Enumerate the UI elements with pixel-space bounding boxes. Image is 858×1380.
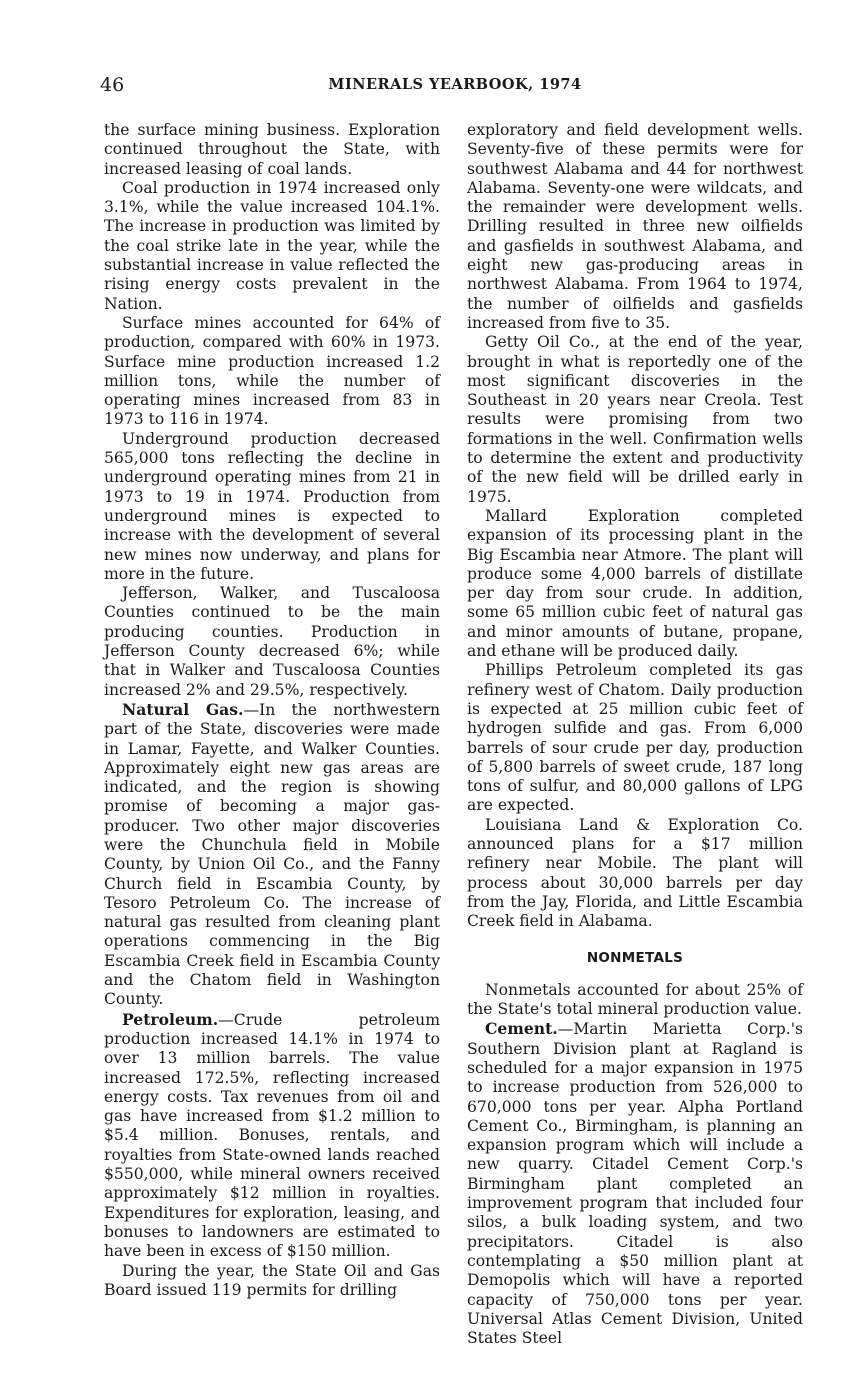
right-column	[467, 121, 803, 1348]
paragraph: exploratory and field development wells. Seventy-five of these permits were for southwest Alabama and 44 for northwest Alabama. Seventy-one were wildcats, and the remainder were development wells. Drilling resulted in three new oilfields and gasfields in southwest Alabama, and eight new gas-producing areas in northwest Alabama. From 1964 to 1974, the number of oilfields and gasfields increased from five to 35.	[467, 121, 803, 332]
paragraph-natural-gas	[104, 700, 440, 1010]
runin-heading: Natural Gas.	[122, 699, 244, 719]
page-header	[100, 74, 810, 100]
paragraph: Phillips Petroleum completed its gas refinery west of Chatom. Daily production is expected at 25 million cubic feet of hydrogen sulfide and gas. From 6,000 barrels of sour crude per day, production of 5,800 barrels of sweet crude, 187 long tons of sulfur, and 80,000 gallons of LPG are expected.	[467, 661, 803, 815]
section-heading-nonmetals: NONMETALS	[586, 950, 684, 967]
paragraph: Nonmetals accounted for about 25% of the State's total mineral production value.	[467, 980, 803, 1019]
paragraph: During the year, the State Oil and Gas Board issued 119 permits for drilling	[104, 1261, 440, 1299]
paragraph: Jefferson, Walker, and Tuscaloosa Counties continued to be the main producing counties. Production in Jefferson County decreased 6%; while that in Walker and Tuscaloosa Counties increased 2% and 29.5%, respectively.	[104, 584, 440, 699]
paragraph-text: —Crude petroleum production increased 14.1% in 1974 to over 13 million barrels. The value increased 172.5%, reflecting increased energy costs. Tax revenues from oil and gas have increased from $1.2 million to $5.4 million. Bonuses, rentals, and royalties from State-owned lands reached $550,000, while mineral owners received approximately $12 million in royalties. Expenditures for exploration, leasing, and bonuses to landowners are estimated to have been in excess of $150 million.	[104, 1010, 440, 1261]
paragraph-text: —Martin Marietta Corp.'s Southern Division plant at Ragland is scheduled for a major expansion in 1975 to increase production from 526,000 to 670,000 tons per year. Alpha Portland Cement Co., Birmingham, is planning an expansion program which will include a new quarry. Citadel Cement Corp.'s Birmingham plant completed an improvement program that included four silos, a bulk loading system, and two precipitators. Citadel is also contemplating a $50 million plant at Demopolis which will have a reported capacity of 750,000 tons per year. Universal Atlas Cement Division, United States Steel	[467, 1020, 803, 1348]
paragraph: Louisiana Land & Exploration Co. announced plans for a $17 million refinery near Mobile. The plant will process about 30,000 barrels per day from the Jay, Florida, and Little Escambia Creek field in Alabama.	[467, 815, 803, 931]
paragraph: the surface mining business. Exploration continued throughout the State, with increased leasing of coal lands.	[104, 121, 440, 178]
paragraph: Surface mines accounted for 64% of production, compared with 60% in 1973. Surface mine production increased 1.2 million tons, while the number of operating mines increased from 83 in 1973 to 116 in 1974.	[104, 313, 440, 429]
page-number: 46	[100, 74, 125, 96]
runin-heading: Cement.	[485, 1019, 558, 1039]
runin-heading: Petroleum.	[122, 1009, 219, 1029]
paragraph: Underground production decreased 565,000 tons reflecting the decline in underground operating mines from 21 in 1973 to 19 in 1974. Production from underground mines is expected to increase with the development of several new mines now underway, and plans for more in the future.	[104, 429, 440, 583]
paragraph: Coal production in 1974 increased only 3.1%, while the value increased 104.1%. The increase in production was limited by the coal strike late in the year, while the substantial increase in value reflected the rising energy costs prevalent in the Nation.	[104, 178, 440, 313]
paragraph: Mallard Exploration completed expansion of its processing plant in the Big Escambia near Atmore. The plant will produce some 4,000 barrels of distillate per day from sour crude. In addition, some 65 million cubic feet of natural gas and minor amounts of butane, propane, and ethane will be produced daily.	[467, 506, 803, 661]
paragraph-cement	[467, 1019, 803, 1348]
paragraph-petroleum	[104, 1010, 440, 1262]
running-title: MINERALS YEARBOOK, 1974	[328, 76, 582, 93]
left-column	[104, 121, 440, 1300]
paragraph-text: —In the northwestern part of the State, discoveries were made in Lamar, Fayette, and Walker Counties. Approximately eight new gas areas are indicated, and the region is showing promise of becoming a major gas-producer. Two other major discoveries were the Chunchula field in Mobile County, by Union Oil Co., and the Fanny Church field in Escambia County, by Tesoro Petroleum Co. The increase of natural gas resulted from cleaning plant operations commencing in the Big Escambia Creek field in Escambia County and the Chatom field in Washington County.	[104, 700, 441, 1009]
paragraph: Getty Oil Co., at the end of the year, brought in what is reportedly one of the most significant discoveries in the Southeast in 20 years near Creola. Test results were promising from two formations in the well. Confirmation wells to determine the extent and productivity of the new field will be drilled early in 1975.	[467, 333, 803, 506]
